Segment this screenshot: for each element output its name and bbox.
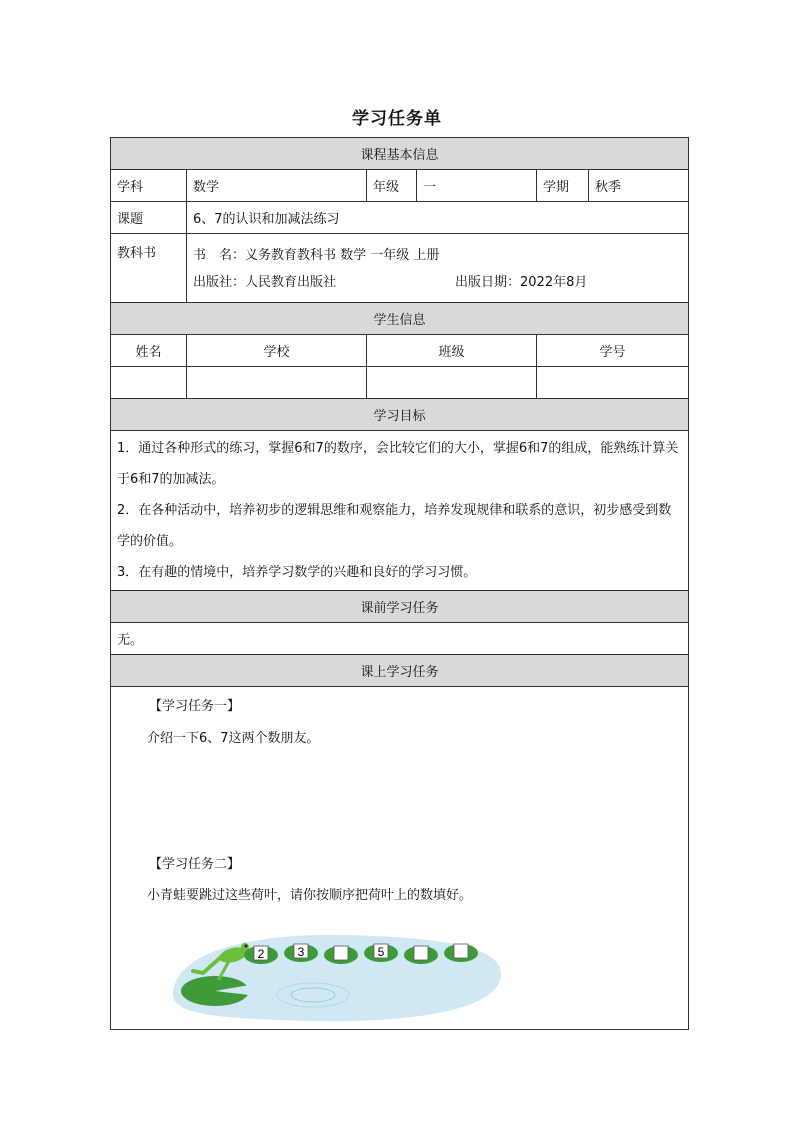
col-student-id: 学号 — [537, 335, 689, 367]
col-school: 学校 — [187, 335, 367, 367]
name-input-cell[interactable] — [111, 367, 187, 399]
topic-label: 课题 — [111, 202, 187, 234]
course-info-header: 课程基本信息 — [111, 138, 689, 170]
publisher: 出版社：人民教育出版社 — [193, 275, 337, 290]
task2-title: 【学习任务二】 — [149, 857, 241, 872]
goal-item: 3．在有趣的情境中，培养学习数学的兴趣和良好的学习习惯。 — [117, 565, 477, 580]
col-class: 班级 — [367, 335, 537, 367]
textbook-info — [187, 234, 689, 303]
textbook-label: 教科书 — [111, 234, 187, 303]
book-name: 书 名：义务教育教科书 数学 一年级 上册 — [193, 248, 440, 263]
goal-item: 1．通过各种形式的练习，掌握6和7的数序，会比较它们的大小，掌握6和7的组成，能熟练计算关于6和7的加减法。 — [117, 441, 679, 487]
school-input-cell[interactable] — [187, 367, 367, 399]
goals-content — [111, 431, 689, 591]
term-label: 学期 — [537, 170, 589, 202]
in-class-header: 课上学习任务 — [111, 655, 689, 687]
subject-label: 学科 — [111, 170, 187, 202]
publish-date: 出版日期：2022年8月 — [455, 275, 588, 290]
class-input-cell[interactable] — [367, 367, 537, 399]
lily-pad-blank-box[interactable] — [414, 946, 428, 960]
student-info-header: 学生信息 — [111, 303, 689, 335]
pre-class-header: 课前学习任务 — [111, 591, 689, 623]
grade-label: 年级 — [367, 170, 417, 202]
lily-pad-blank-box[interactable] — [334, 946, 348, 960]
student-id-input-cell[interactable] — [537, 367, 689, 399]
task2-text: 小青蛙要跳过这些荷叶，请你按顺序把荷叶上的数填好。 — [147, 888, 473, 903]
lily-pad-number: 2 — [257, 947, 265, 961]
in-class-content — [111, 687, 689, 1030]
subject-value: 数学 — [187, 170, 367, 202]
book-publish-row — [193, 271, 682, 295]
pre-class-content: 无。 — [111, 623, 689, 655]
grade-value: 一 — [417, 170, 537, 202]
col-name: 姓名 — [111, 335, 187, 367]
page-title: 学习任务单 — [352, 109, 442, 129]
topic-value: 6、7的认识和加减法练习 — [187, 202, 689, 234]
term-value: 秋季 — [589, 170, 689, 202]
frog-lily-pad-illustration — [163, 925, 503, 1025]
goal-item: 2．在各种活动中，培养初步的逻辑思维和观察能力，培养发现规律和联系的意识，初步感受到数学的价值。 — [117, 503, 672, 549]
task1-title: 【学习任务一】 — [149, 699, 241, 714]
goals-header: 学习目标 — [111, 399, 689, 431]
lily-pad-number: 3 — [297, 945, 305, 959]
lily-pad-number: 5 — [377, 945, 385, 959]
task-sheet-table — [110, 137, 689, 1030]
lily-pad-blank-box[interactable] — [454, 944, 468, 958]
task1-text: 介绍一下6、7这两个数朋友。 — [147, 731, 320, 746]
